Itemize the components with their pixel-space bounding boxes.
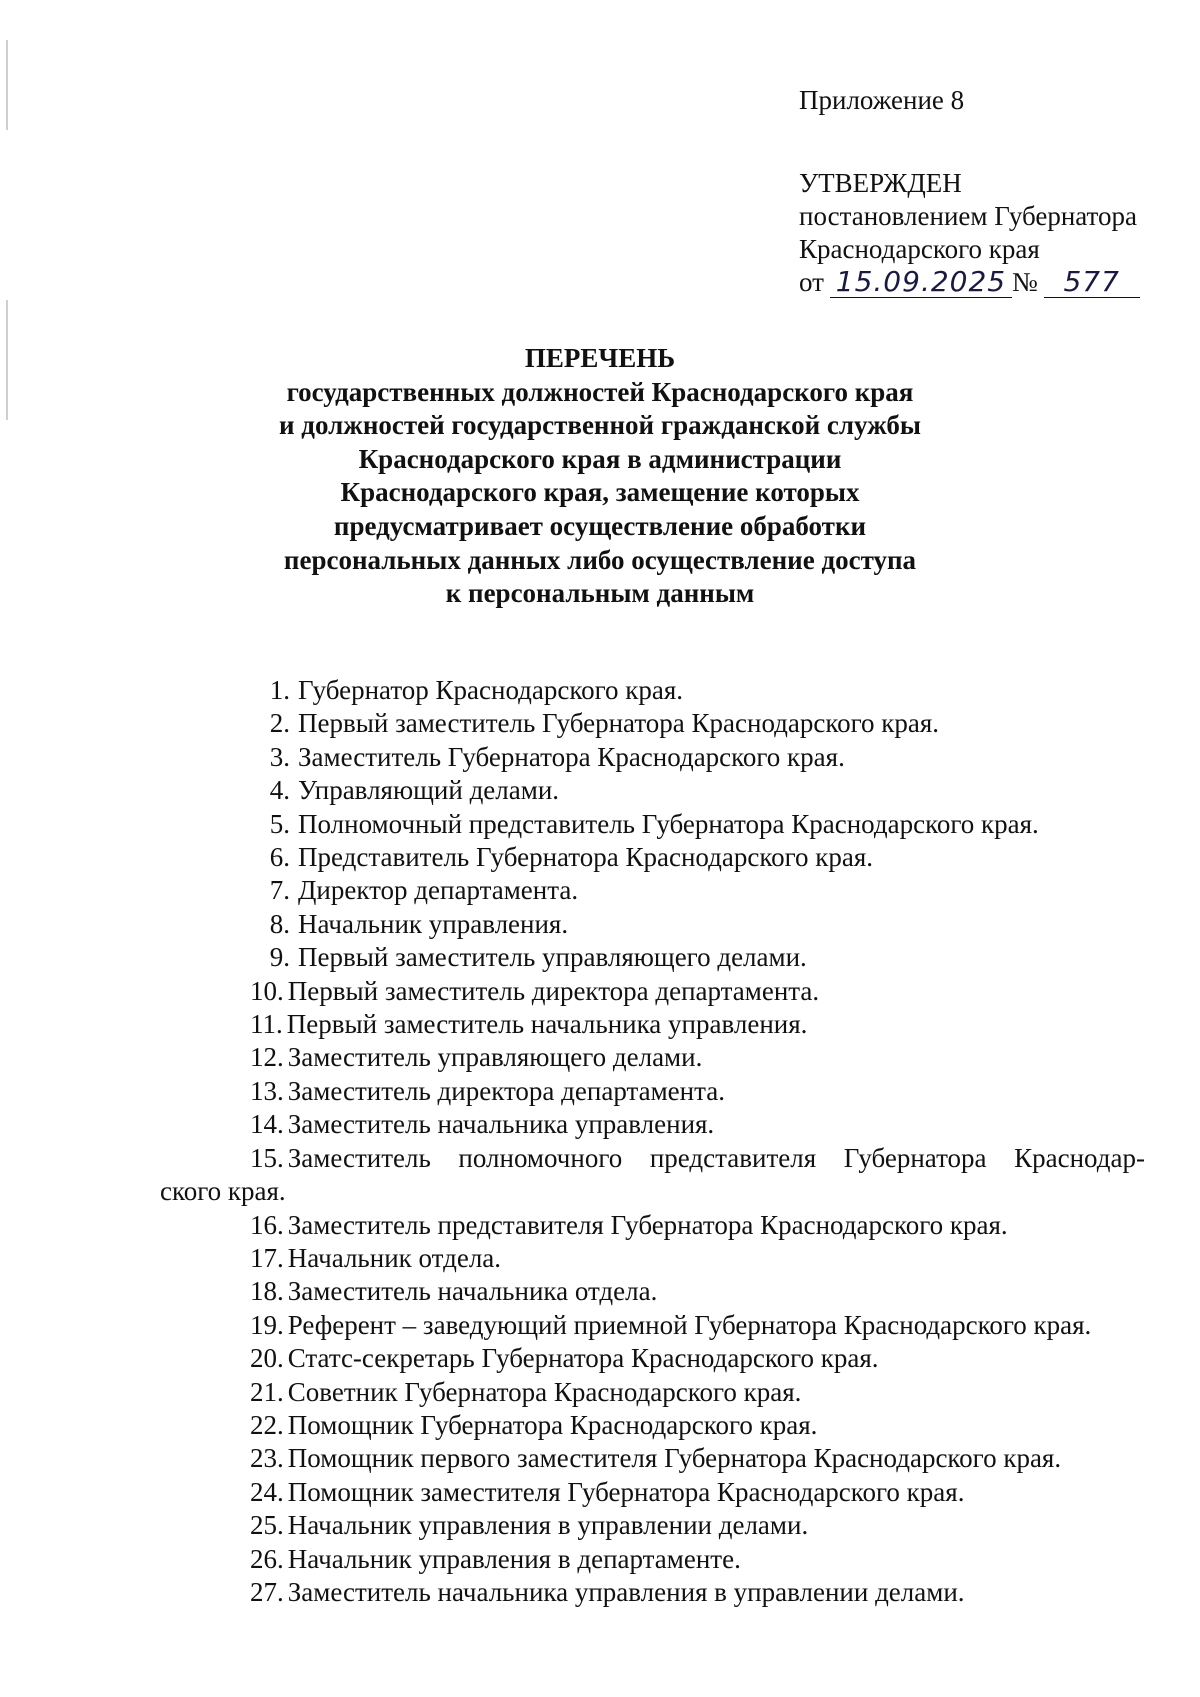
item-text: Первый заместитель Губернатора Краснодарского края.	[298, 708, 940, 739]
item-number: 23.	[250, 1443, 284, 1474]
item-text: Референт – заведующий приемной Губернатора Краснодарского края.	[287, 1309, 1092, 1340]
item-text: Первый заместитель начальника управления.	[286, 1009, 808, 1040]
list-item	[160, 1275, 1145, 1308]
item-number: 3.	[269, 741, 290, 772]
approval-stamp-text	[799, 167, 1179, 299]
item-number: 27.	[250, 1576, 284, 1607]
list-item	[160, 808, 1145, 841]
item-text: Помощник Губернатора Краснодарского края.	[287, 1409, 818, 1440]
item-text: Статс-секретарь Губернатора Краснодарского края.	[287, 1343, 879, 1374]
list-item	[160, 1008, 1145, 1041]
item-number: 25.	[250, 1510, 284, 1541]
title-line: государственных должностей Краснодарского края	[286, 376, 914, 407]
item-number: 24.	[250, 1476, 284, 1507]
item-text: Губернатор Краснодарского края.	[298, 675, 684, 705]
list-item	[160, 1543, 1145, 1576]
title-line: Краснодарского края в администрации	[358, 443, 842, 474]
list-item	[160, 841, 1145, 874]
item-number: 22.	[250, 1409, 284, 1440]
item-number: 20.	[250, 1343, 284, 1374]
list-item	[160, 941, 1145, 974]
item-number: 5.	[269, 808, 290, 839]
item-text: Заместитель представителя Губернатора Краснодарского края.	[287, 1209, 1008, 1240]
list-item	[160, 1209, 1145, 1242]
item-number: 9.	[269, 942, 290, 973]
handwritten-date: 15.09.2025	[830, 268, 1012, 298]
list-item	[160, 1576, 1145, 1609]
title-line: персональных данных либо осуществление доступа	[283, 544, 917, 575]
item-text: Директор департамента.	[298, 875, 579, 906]
decree-date-number-line	[799, 266, 1179, 299]
approved-line: УТВЕРЖДЕН	[799, 168, 962, 198]
item-number: 15.	[250, 1142, 284, 1173]
item-text: Заместитель Губернатора Краснодарского края.	[298, 741, 845, 772]
approved-line: постановлением Губернатора	[799, 201, 1137, 231]
item-text: Начальник управления в управлении делами.	[287, 1510, 809, 1541]
scan-edge-mark	[6, 300, 8, 420]
item-text: Первый заместитель директора департамента.	[287, 975, 820, 1006]
item-text: Помощник заместителя Губернатора Краснодарского края.	[287, 1476, 965, 1507]
item-number: 2.	[269, 708, 290, 739]
positions-list	[160, 674, 1145, 1609]
item-text: Начальник управления в департаменте.	[287, 1543, 741, 1574]
appendix-label: Приложение 8	[799, 85, 965, 115]
item-number: 1.	[269, 675, 290, 705]
item-number: 14.	[250, 1109, 284, 1140]
list-item	[160, 1075, 1145, 1108]
title-line: и должностей государственной гражданской службы	[279, 410, 921, 441]
list-item	[160, 1509, 1145, 1542]
item-text: Заместитель начальника управления.	[287, 1109, 715, 1140]
list-item	[160, 1409, 1145, 1442]
list-item	[160, 1309, 1145, 1342]
item-number: 11.	[250, 1009, 283, 1040]
list-item	[160, 874, 1145, 907]
list-item	[160, 975, 1145, 1008]
item-number: 16.	[250, 1209, 284, 1240]
item-text: Заместитель начальника отдела.	[287, 1276, 658, 1307]
item-number: 4.	[269, 775, 290, 806]
item-number: 6.	[269, 842, 290, 873]
document-title	[240, 342, 960, 611]
handwritten-number: 577	[1044, 268, 1140, 298]
item-text: Помощник первого заместителя Губернатора Краснодарского края.	[287, 1443, 1062, 1474]
item-text: Заместитель полномочного представителя Губернатора Краснодар-	[287, 1142, 1145, 1173]
date-prefix: от	[799, 267, 824, 297]
list-item	[160, 908, 1145, 941]
item-text: Управляющий делами.	[298, 775, 560, 806]
list-item	[160, 774, 1145, 807]
list-item-continuation: ского края.	[160, 1176, 286, 1207]
list-item	[160, 707, 1145, 740]
list-item	[160, 1142, 1145, 1175]
list-item	[160, 741, 1145, 774]
item-number: 21.	[250, 1376, 284, 1407]
item-text: Полномочный представитель Губернатора Краснодарского края.	[298, 808, 1039, 839]
item-text: Советник Губернатора Краснодарского края.	[287, 1376, 802, 1407]
list-item	[160, 1342, 1145, 1375]
item-number: 18.	[250, 1276, 284, 1307]
approval-header	[799, 84, 1179, 299]
item-number: 26.	[250, 1543, 284, 1574]
title-line: Краснодарского края, замещение которых	[340, 477, 860, 508]
item-number: 19.	[250, 1309, 284, 1340]
scan-edge-mark	[6, 40, 8, 130]
item-text: Первый заместитель управляющего делами.	[298, 942, 807, 973]
list-item	[160, 1476, 1145, 1509]
item-text: Заместитель директора департамента.	[287, 1075, 725, 1106]
list-item	[160, 1442, 1145, 1475]
title-line: предусматривает осуществление обработки	[333, 510, 867, 541]
item-number: 13.	[250, 1075, 284, 1106]
title-line: к персональным данным	[445, 578, 755, 609]
item-text: Заместитель начальника управления в управлении делами.	[287, 1576, 965, 1607]
item-text: Начальник отдела.	[287, 1242, 502, 1273]
item-number: 7.	[269, 875, 290, 906]
item-number: 17.	[250, 1242, 284, 1273]
item-text: Заместитель управляющего делами.	[287, 1042, 703, 1073]
item-number: 10.	[250, 975, 284, 1006]
item-number: 12.	[250, 1042, 284, 1073]
item-text: Представитель Губернатора Краснодарского края.	[298, 842, 874, 873]
list-item	[160, 1041, 1145, 1074]
list-item	[160, 1108, 1145, 1141]
approved-line: Краснодарского края	[799, 234, 1040, 264]
item-number: 8.	[269, 908, 290, 939]
list-item	[160, 1376, 1145, 1409]
item-text: Начальник управления.	[298, 908, 569, 939]
list-item	[160, 674, 1145, 707]
number-sign: №	[1011, 267, 1038, 297]
title-line: ПЕРЕЧЕНЬ	[524, 343, 676, 373]
list-item	[160, 1242, 1145, 1275]
